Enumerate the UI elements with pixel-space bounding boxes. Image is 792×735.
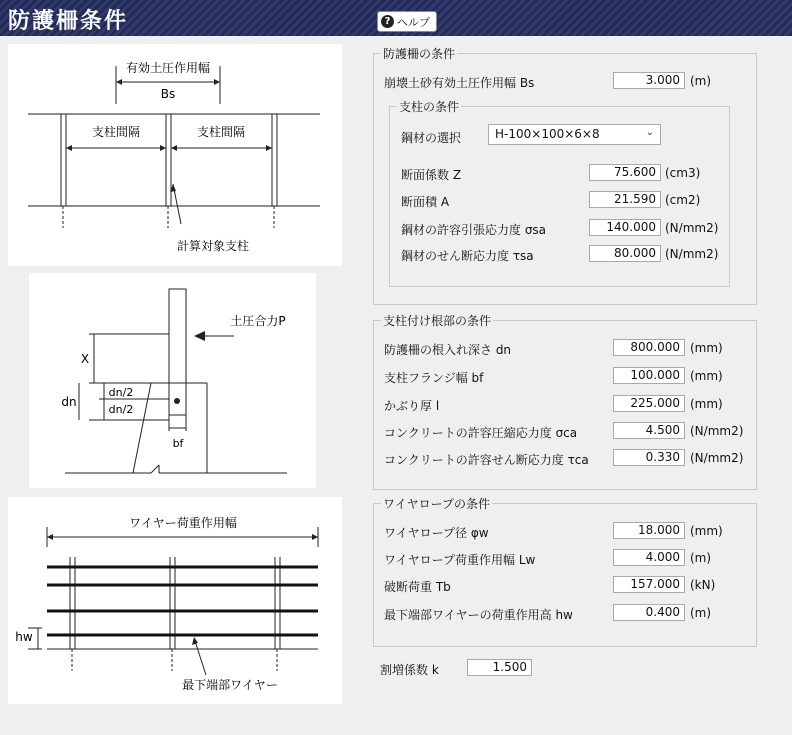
a-unit: (cm2) (665, 193, 701, 207)
pw-field-label: ワイヤロープ径 φw (384, 526, 489, 540)
bf-unit: (mm) (690, 369, 723, 383)
bf-input[interactable]: 100.000 (613, 367, 685, 384)
diagram-wire-svg (8, 497, 342, 704)
target-support-label: 計算対象支柱 (176, 239, 250, 253)
fence-conditions-title: 防護柵の条件 (383, 47, 456, 61)
k-input[interactable]: 1.500 (467, 659, 532, 676)
pw-unit: (mm) (690, 524, 723, 538)
x-label: X (80, 352, 90, 366)
bf-field-label: 支柱フランジ幅 bf (384, 371, 484, 385)
ta-label: 鋼材のせん断応力度 τsa (401, 249, 534, 263)
bs-field-label: 崩壊土砂有効土圧作用幅 Bs (384, 76, 535, 90)
hw-label: hw (15, 630, 33, 644)
lw-field-label: ワイヤロープ荷重作用幅 Lw (384, 553, 536, 567)
l-input[interactable]: 225.000 (613, 395, 685, 412)
pw-input[interactable]: 18.000 (613, 522, 685, 539)
dn-input[interactable]: 800.000 (613, 339, 685, 356)
diagram-embedment (29, 273, 316, 488)
effective-width-label: 有効土圧作用幅 (125, 61, 211, 75)
bf-label: bf (172, 437, 184, 450)
sca-unit: (N/mm2) (690, 424, 744, 438)
k-field-label: 割増係数 k (380, 663, 439, 677)
help-button[interactable] (377, 11, 437, 32)
hw-unit: (m) (690, 606, 712, 620)
bs-label: Bs (160, 87, 176, 101)
steel-select-value: H-100×100×6×8 (495, 127, 600, 141)
hw-field-label: 最下端部ワイヤーの荷重作用高 hw (384, 608, 573, 622)
bs-input[interactable]: 3.000 (613, 72, 685, 89)
page-title: 防護柵条件 (8, 9, 129, 34)
sa-unit: (N/mm2) (665, 221, 719, 235)
dn-label: dn (61, 395, 77, 409)
dn-half-upper-label: dn/2 (108, 386, 134, 399)
ta-unit: (N/mm2) (665, 247, 719, 261)
l-unit: (mm) (690, 397, 723, 411)
span-right-label: 支柱間隔 (196, 125, 246, 139)
wire-width-label: ワイヤー荷重作用幅 (129, 516, 237, 530)
steel-select[interactable] (488, 124, 661, 145)
tb-field-label: 破断荷重 Tb (384, 580, 451, 594)
help-label: ヘルプ (397, 15, 430, 29)
l-field-label: かぶり厚 l (384, 399, 440, 413)
a-input[interactable]: 21.590 (589, 191, 661, 208)
tb-input[interactable]: 157.000 (613, 576, 685, 593)
z-input[interactable]: 75.600 (589, 164, 661, 181)
tca-unit: (N/mm2) (690, 451, 744, 465)
lw-unit: (m) (690, 551, 712, 565)
ta-input[interactable]: 80.000 (589, 245, 661, 262)
earth-pressure-label: 土圧合力P (230, 314, 286, 328)
hw-input[interactable]: 0.400 (613, 604, 685, 621)
sa-label: 鋼材の許容引張応力度 σsa (401, 223, 547, 237)
wire-conditions-title: ワイヤロープの条件 (383, 497, 491, 511)
sa-input[interactable]: 140.000 (589, 219, 661, 236)
tca-input[interactable]: 0.330 (613, 449, 685, 466)
z-unit: (cm3) (665, 166, 701, 180)
z-label: 断面係数 Z (401, 168, 462, 182)
bottom-wire-label: 最下端部ワイヤー (182, 678, 278, 692)
diagram-embedment-svg (29, 273, 316, 488)
diagram-support-spacing (8, 44, 342, 266)
dn-half-lower-label: dn/2 (108, 403, 134, 416)
sca-field-label: コンクリートの許容圧縮応力度 σca (384, 426, 578, 440)
title-bar (0, 0, 792, 36)
help-icon: ? (381, 15, 394, 28)
tb-unit: (kN) (690, 578, 716, 592)
steel-select-label: 鋼材の選択 (401, 131, 462, 145)
root-conditions-title: 支柱付け根部の条件 (383, 314, 492, 328)
dn-field-label: 防護柵の根入れ深さ dn (384, 343, 512, 357)
dn-unit: (mm) (690, 341, 723, 355)
bs-unit: (m) (690, 74, 712, 88)
chevron-down-icon: ⌄ (645, 127, 654, 138)
support-conditions-title: 支柱の条件 (399, 100, 460, 114)
tca-field-label: コンクリートの許容せん断応力度 τca (384, 453, 589, 467)
diagram-support-spacing-svg (8, 44, 342, 266)
sca-input[interactable]: 4.500 (613, 422, 685, 439)
span-left-label: 支柱間隔 (91, 125, 141, 139)
a-label: 断面積 A (401, 195, 450, 209)
diagram-wire (8, 497, 342, 704)
lw-input[interactable]: 4.000 (613, 549, 685, 566)
